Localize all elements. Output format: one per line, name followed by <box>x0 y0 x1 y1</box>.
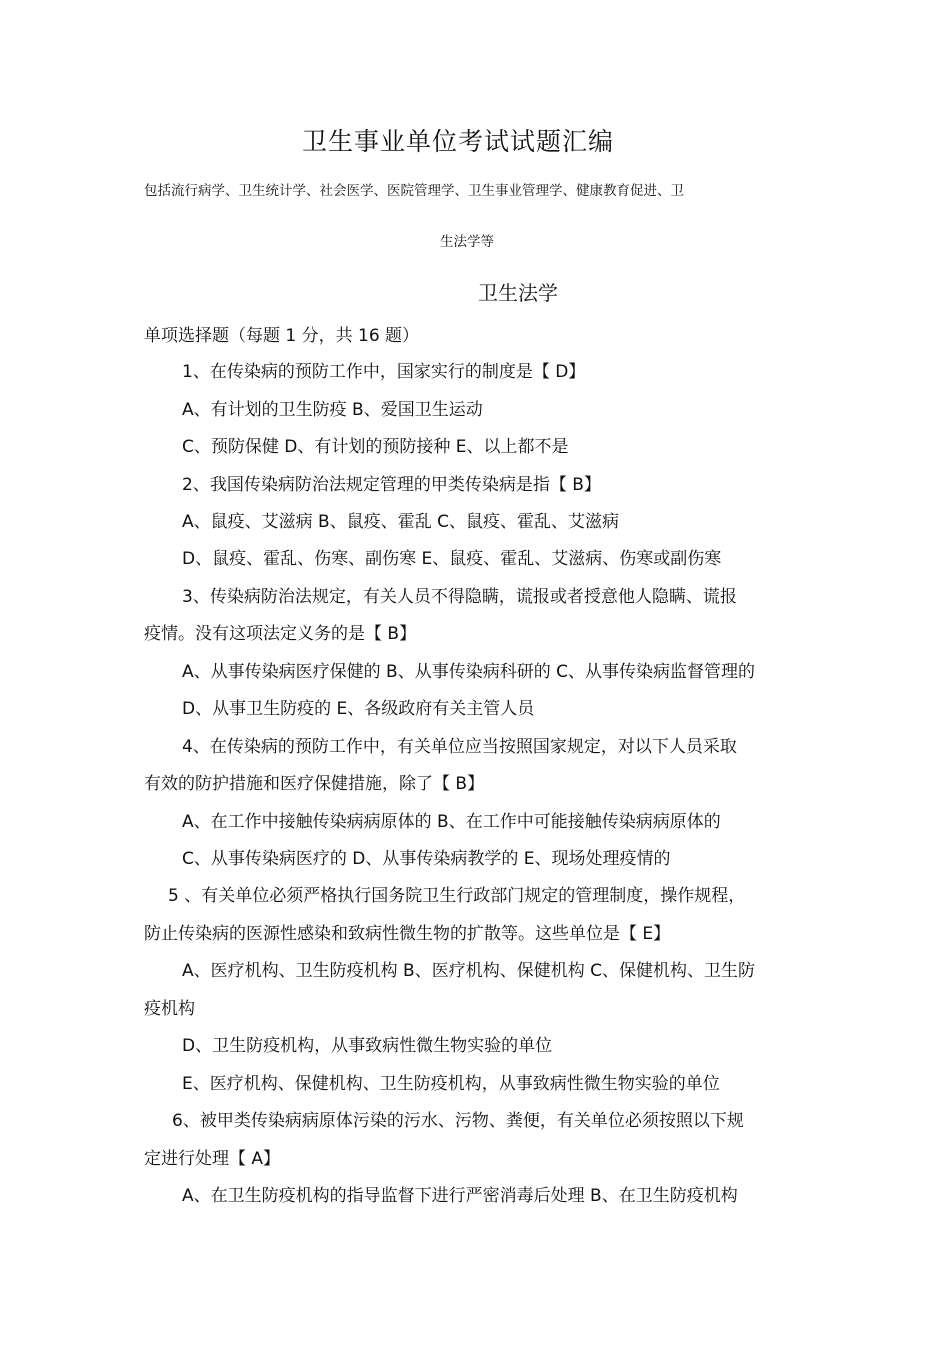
question-4-line-1: 4、在传染病的预防工作中，有关单位应当按照国家规定，对以下人员采取 <box>182 737 737 757</box>
question-2: 2、我国传染病防治法规定管理的甲类传染病是指【 B】 <box>182 475 601 495</box>
question-5-option-d: D、卫生防疫机构，从事致病性微生物实验的单位 <box>182 1036 553 1056</box>
question-1-options-cde: C、预防保健 D、有计划的预防接种 E、以上都不是 <box>182 437 569 457</box>
question-6-line-1: 6、被甲类传染病病原体污染的污水、污物、粪便，有关单位必须按照以下规 <box>172 1111 744 1131</box>
question-4-line-2: 有效的防护措施和医疗保健措施，除了【 B】 <box>144 774 485 794</box>
question-4-options-ab: A、在工作中接触传染病病原体的 B、在工作中可能接触传染病病原体的 <box>182 812 721 832</box>
question-5-options-abc: A、医疗机构、卫生防疫机构 B、医疗机构、保健机构 C、保健机构、卫生防 <box>182 961 755 981</box>
question-3-line-2: 疫情。没有这项法定义务的是【 B】 <box>144 624 417 644</box>
question-6-options-ab: A、在卫生防疫机构的指导监督下进行严密消毒后处理 B、在卫生防疫机构 <box>182 1186 738 1206</box>
question-3-line-1: 3、传染病防治法规定，有关人员不得隐瞒，谎报或者授意他人隐瞒、谎报 <box>182 587 737 607</box>
document-subtitle-line-2: 生法学等 <box>440 234 494 250</box>
section-heading: 卫生法学 <box>478 281 558 305</box>
document-title: 卫生事业单位考试试题汇编 <box>302 127 615 156</box>
question-6-line-2: 定进行处理【 A】 <box>144 1149 281 1169</box>
question-1: 1、在传染病的预防工作中，国家实行的制度是【 D】 <box>182 362 586 382</box>
question-4-options-cde: C、从事传染病医疗的 D、从事传染病教学的 E、现场处理疫情的 <box>182 849 671 869</box>
document-subtitle-line-1: 包括流行病学、卫生统计学、社会医学、医院管理学、卫生事业管理学、健康教育促进、卫 <box>144 183 684 199</box>
question-5-option-e: E、医疗机构、保健机构、卫生防疫机构，从事致病性微生物实验的单位 <box>182 1074 720 1094</box>
question-2-options-de: D、鼠疫、霍乱、伤寒、副伤寒 E、鼠疫、霍乱、艾滋病、伤寒或副伤寒 <box>182 549 722 569</box>
question-5-options-c-cont: 疫机构 <box>144 999 195 1019</box>
question-3-options-de: D、从事卫生防疫的 E、各级政府有关主管人员 <box>182 699 535 719</box>
question-3-options-abc: A、从事传染病医疗保健的 B、从事传染病科研的 C、从事传染病监督管理的 <box>182 662 755 682</box>
question-1-options-ab: A、有计划的卫生防疫 B、爱国卫生运动 <box>182 400 483 420</box>
question-5-line-1: 5 、有关单位必须严格执行国务院卫生行政部门规定的管理制度，操作规程， <box>168 886 746 906</box>
question-2-options-abc: A、鼠疫、艾滋病 B、鼠疫、霍乱 C、鼠疫、霍乱、艾滋病 <box>182 512 619 532</box>
question-5-line-2: 防止传染病的医源性感染和致病性微生物的扩散等。这些单位是【 E】 <box>144 924 671 944</box>
instructions: 单项选择题（每题 1 分，共 16 题） <box>144 326 420 346</box>
